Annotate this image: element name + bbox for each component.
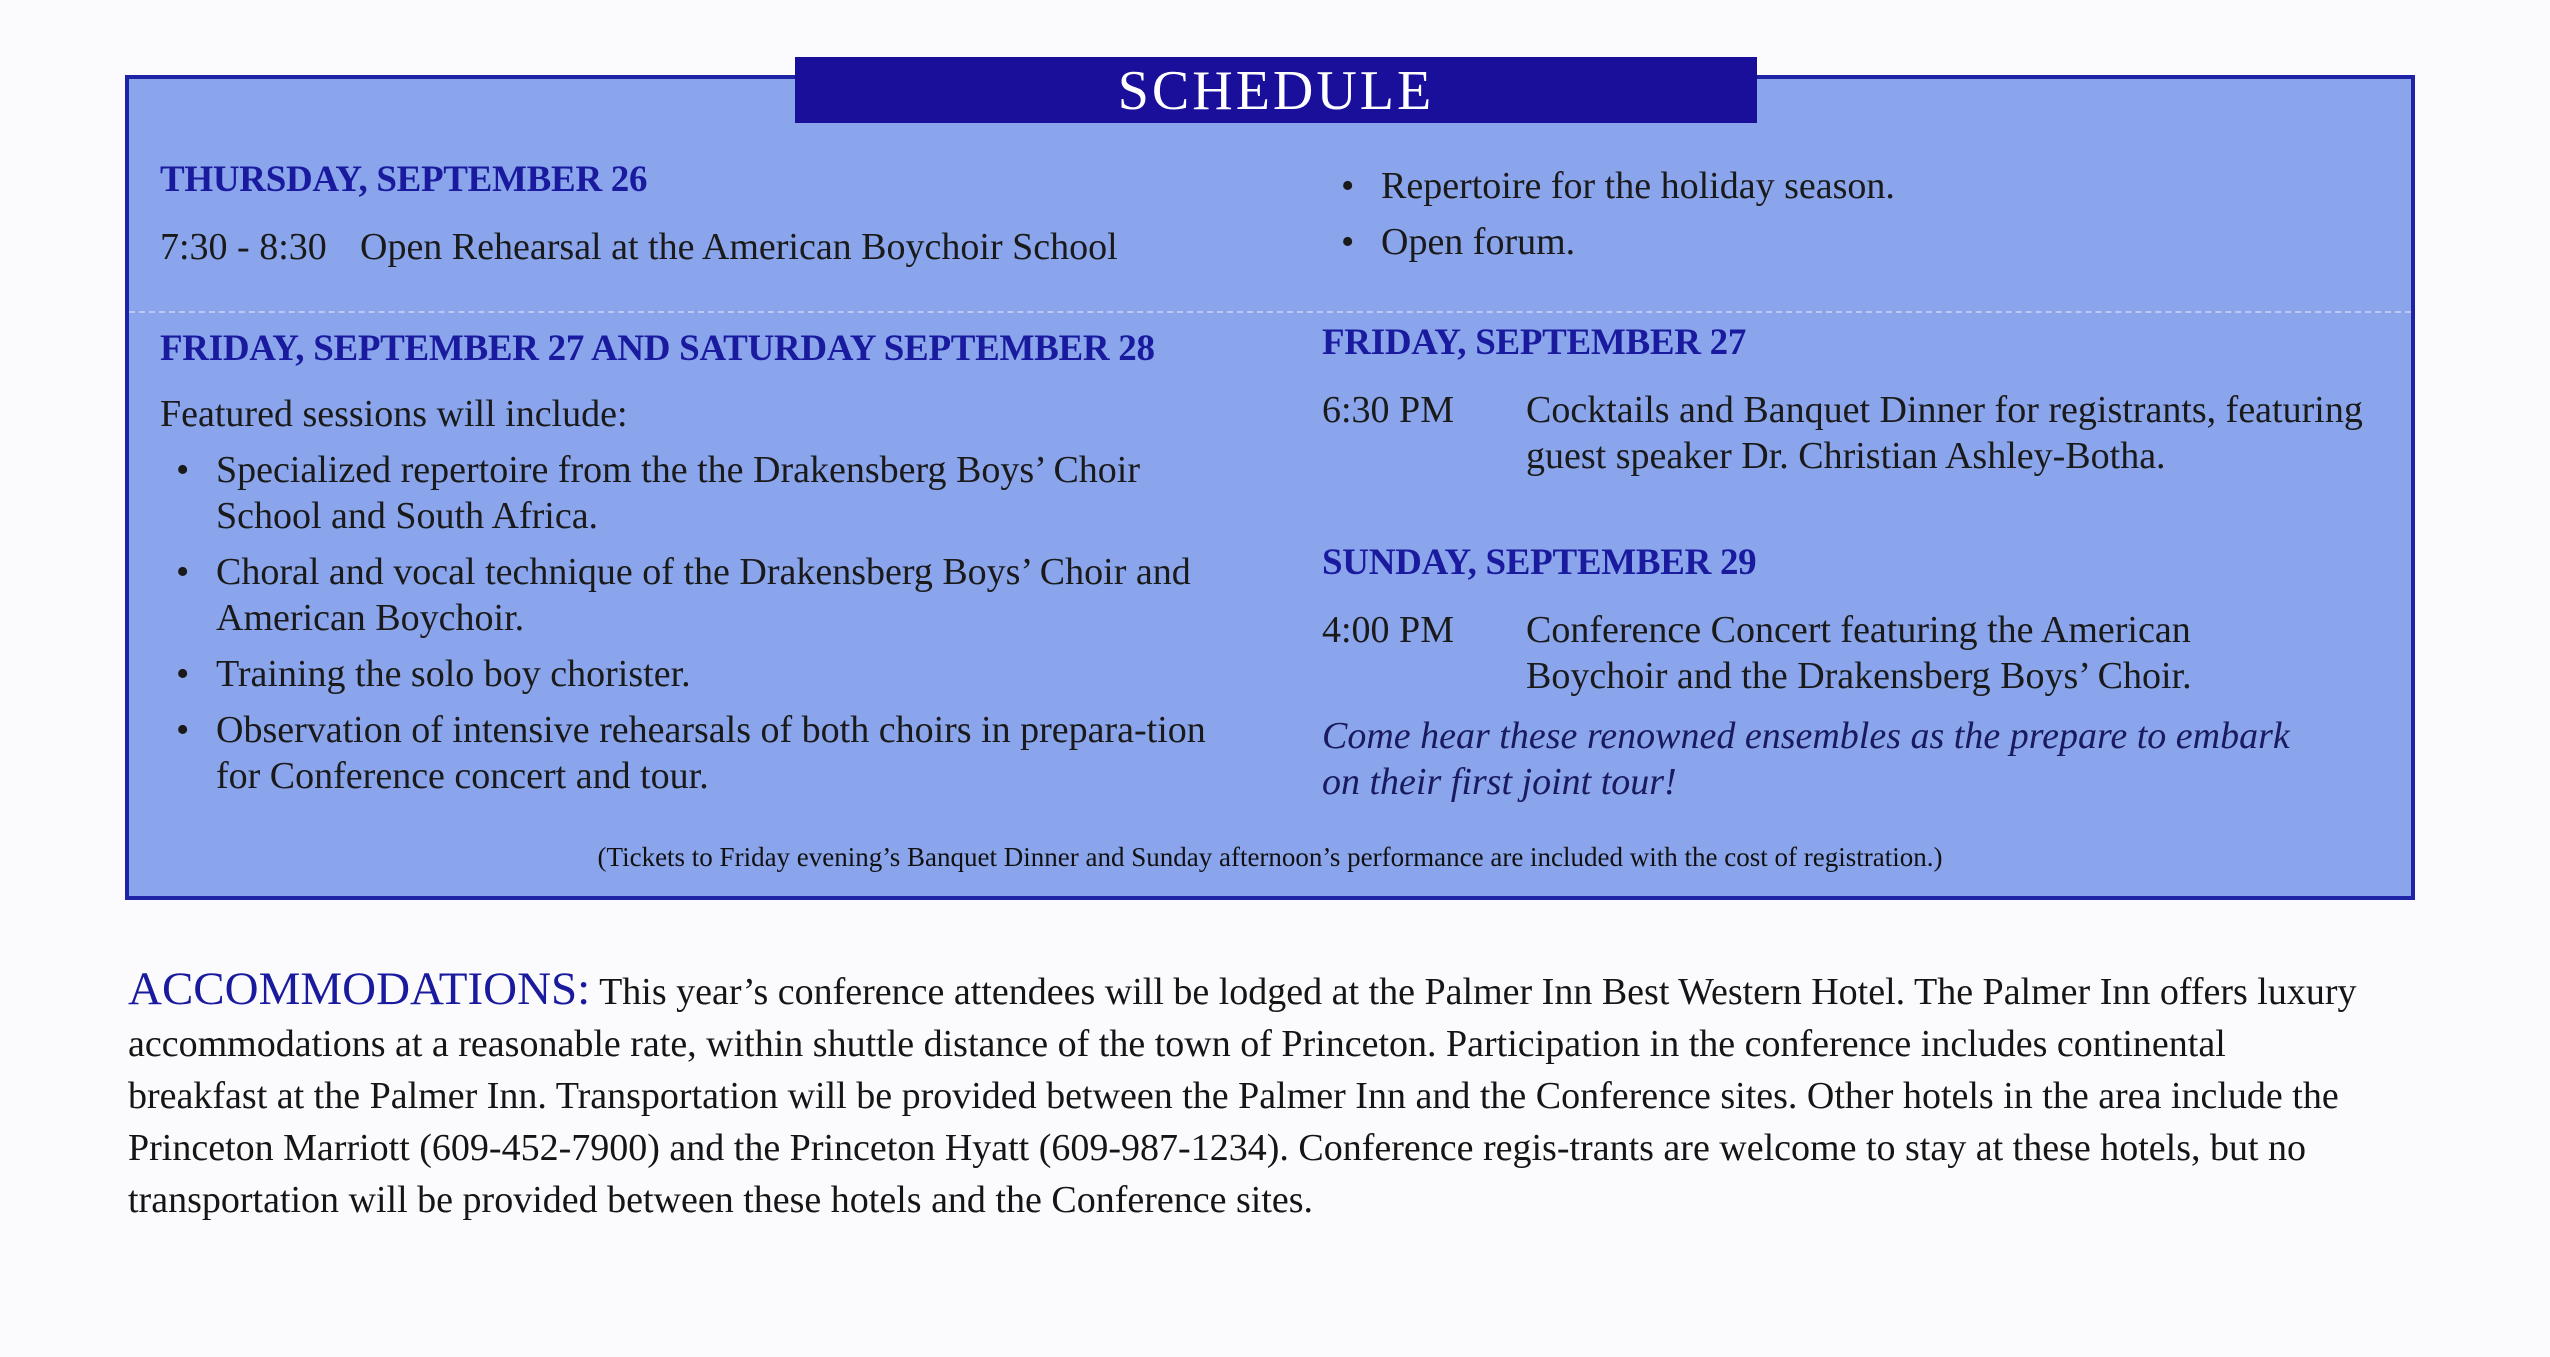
bullet-icon: •: [176, 709, 190, 751]
thursday-section: [160, 158, 1260, 270]
bullet-text: Observation of intensive rehearsals of both choirs in prepara-tion for Conference concert and tour.: [216, 709, 1206, 797]
bullet-text: Open forum.: [1381, 221, 1576, 263]
list-item: [1325, 163, 2325, 209]
fri-sat-heading: FRIDAY, SEPTEMBER 27 AND SATURDAY SEPTEMBER 28: [160, 328, 1155, 369]
list-item: [160, 549, 1210, 641]
bullet-text: Training the solo boy chorister.: [216, 653, 691, 695]
thursday-time: 7:30 - 8:30: [160, 226, 327, 268]
fri-sat-intro: Featured sessions will include:: [160, 393, 628, 435]
bullet-icon: •: [176, 653, 190, 695]
friday-event-row: [1322, 387, 2392, 479]
list-item: [160, 707, 1210, 799]
list-item: [160, 447, 1210, 539]
list-item: [160, 651, 1210, 697]
friday-heading: FRIDAY, SEPTEMBER 27: [1322, 322, 1747, 363]
continued-bullets-section: [1325, 163, 2325, 265]
invitation-note: Come hear these renowned ensembles as the prepare to embark on their first joint tour!: [1322, 715, 2290, 803]
accommodations-heading: ACCOMMODATIONS:: [128, 963, 591, 1015]
bullet-icon: •: [176, 551, 190, 593]
accommodations-paragraph: [128, 963, 2368, 1226]
sunday-heading: SUNDAY, SEPTEMBER 29: [1322, 542, 1757, 583]
sunday-event: Conference Concert featuring the American Boychoir and the Drakensberg Boys’ Choir.: [1526, 609, 2192, 697]
sunday-section: [1322, 541, 2392, 805]
friday-event: Cocktails and Banquet Dinner for registrants, featuring guest speaker Dr. Christian Ashley-Botha.: [1526, 389, 2363, 477]
sunday-time: 4:00 PM: [1322, 609, 1454, 651]
continued-bullet-list: [1325, 163, 2325, 265]
bullet-text: Specialized repertoire from the the Drakensberg Boys’ Choir School and South Africa.: [216, 449, 1141, 537]
fold-line: [129, 311, 2411, 313]
bullet-icon: •: [1341, 165, 1355, 207]
tickets-note: (Tickets to Friday evening’s Banquet Dinner and Sunday afternoon’s performance are included with the cost of registration.): [597, 842, 1943, 872]
bullet-icon: •: [176, 449, 190, 491]
friday-time: 6:30 PM: [1322, 389, 1454, 431]
thursday-heading: THURSDAY, SEPTEMBER 26: [160, 159, 648, 200]
bullet-text: Choral and vocal technique of the Drakensberg Boys’ Choir and American Boychoir.: [216, 551, 1191, 639]
friday-section: [1322, 321, 2392, 479]
thursday-event: Open Rehearsal at the American Boychoir School: [360, 226, 1118, 268]
fri-sat-section: [160, 327, 1240, 799]
schedule-title: SCHEDULE: [795, 57, 1757, 123]
thursday-event-row: [160, 224, 1260, 270]
list-item: [1325, 219, 2325, 265]
fri-sat-bullet-list: [160, 447, 1210, 799]
sunday-event-row: [1322, 607, 2392, 699]
accommodations-body: This year’s conference attendees will be lodged at the Palmer Inn Best Western Hotel. The Palmer Inn offers luxury accommodations at a reasonable rate, within shuttle distance of the town of Princeton. Participation in the conference includes continental breakfast at the Palmer Inn. Transportation will be provided between the Palmer Inn and the Conference sites. Other hotels in the area include the Princeton Marriott (609-452-7900) and the Princeton Hyatt (609-987-1234). Conference regis-trants are welcome to stay at these hotels, but no transportation will be provided between these hotels and the Conference sites.: [128, 971, 2357, 1221]
bullet-text: Repertoire for the holiday season.: [1381, 165, 1895, 207]
bullet-icon: •: [1341, 221, 1355, 263]
